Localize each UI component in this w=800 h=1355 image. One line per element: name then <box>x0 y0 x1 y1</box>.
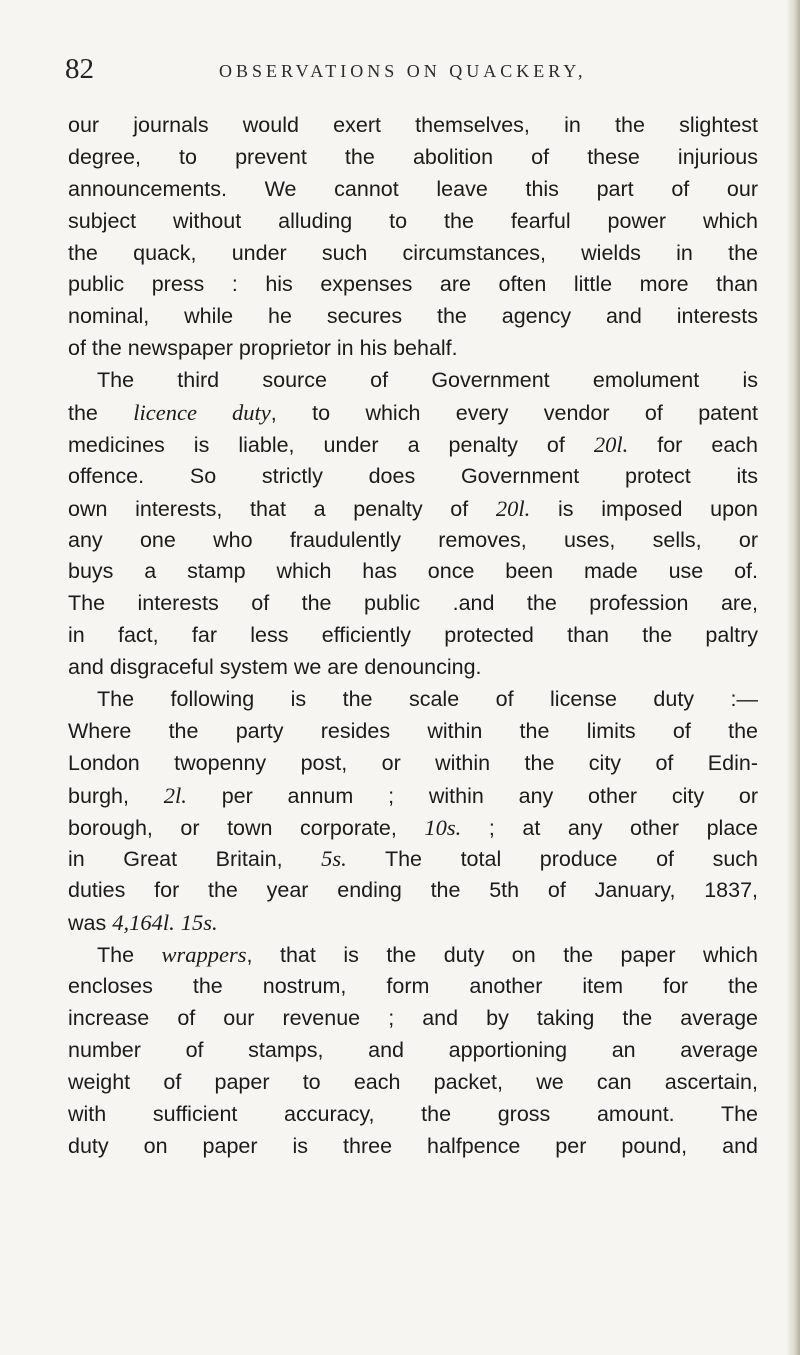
italic-phrase: 15s. <box>180 910 218 936</box>
text-line: our journals would exert themselves, in the slightest <box>68 113 758 137</box>
text-line: in fact, far less efficiently protected than the paltry <box>68 623 758 648</box>
text-line: of the newspaper proprietor in his behalf. <box>68 336 458 361</box>
text-line: London twopenny post, or within the city of Edin- <box>68 750 758 775</box>
text-line: The following is the scale of license duty :— <box>97 687 758 712</box>
text-line: own interests, that a penalty of 20l. is imposed upon <box>68 495 758 521</box>
page-header <box>65 52 765 92</box>
text-line: duty on paper is three halfpence per pound, and <box>68 1133 758 1158</box>
text-line: offence. So strictly does Government protect its <box>68 463 758 488</box>
italic-phrase: licence duty <box>133 400 271 426</box>
text-line: duties for the year ending the 5th of January, 1837, <box>68 878 758 903</box>
italic-phrase: 2l. <box>163 782 187 808</box>
text-line: Where the party resides within the limits of the <box>68 718 758 743</box>
text-line: in Great Britain, 5s. The total produce of such <box>68 846 758 872</box>
italic-phrase: 20l. <box>593 431 629 457</box>
text-line: medicines is liable, under a penalty of 20l. for each <box>68 431 758 457</box>
text-line: public press : his expenses are often little more than <box>68 272 758 297</box>
text-line: with sufficient accuracy, the gross amount. The <box>68 1101 758 1126</box>
italic-phrase: wrappers <box>161 942 247 968</box>
text-line: announcements. We cannot leave this part of our <box>68 176 758 201</box>
text-line: encloses the nostrum, form another item for the <box>68 974 758 999</box>
text-line: the licence duty, to which every vendor of patent <box>68 400 758 426</box>
text-line: The wrappers, that is the duty on the paper which <box>97 942 758 968</box>
text-line: The third source of Government emolument is <box>97 368 758 393</box>
text-line: The interests of the public .and the profession are, <box>68 591 758 616</box>
text-line: degree, to prevent the abolition of these injurious <box>68 144 758 169</box>
italic-phrase: 20l. <box>495 495 531 521</box>
italic-phrase: 4,164l. <box>112 910 175 936</box>
text-line: any one who fraudulently removes, uses, sells, or <box>68 527 758 552</box>
italic-phrase: 5s. <box>321 846 347 872</box>
text-line: buys a stamp which has once been made use of. <box>68 559 758 584</box>
page-edge-shadow <box>786 0 800 1355</box>
text-line: number of stamps, and apportioning an average <box>68 1037 758 1062</box>
italic-phrase: 10s. <box>424 814 462 840</box>
body-text <box>68 110 758 1162</box>
text-line: nominal, while he secures the agency and interests <box>68 304 758 329</box>
text-line: was 4,164l. 15s. <box>68 910 218 936</box>
text-line: the quack, under such circumstances, wields in the <box>68 240 758 265</box>
text-line: and disgraceful system we are denouncing. <box>68 655 482 680</box>
text-line: weight of paper to each packet, we can ascertain, <box>68 1069 758 1094</box>
text-line: borough, or town corporate, 10s. ; at any other place <box>68 814 759 840</box>
text-line: subject without alluding to the fearful power which <box>68 208 758 233</box>
text-line: increase of our revenue ; and by taking the average <box>68 1005 758 1030</box>
running-head: OBSERVATIONS ON QUACKERY, <box>219 61 587 81</box>
page-number: 82 <box>65 53 94 85</box>
text-line: burgh, 2l. per annum ; within any other city or <box>68 782 759 808</box>
